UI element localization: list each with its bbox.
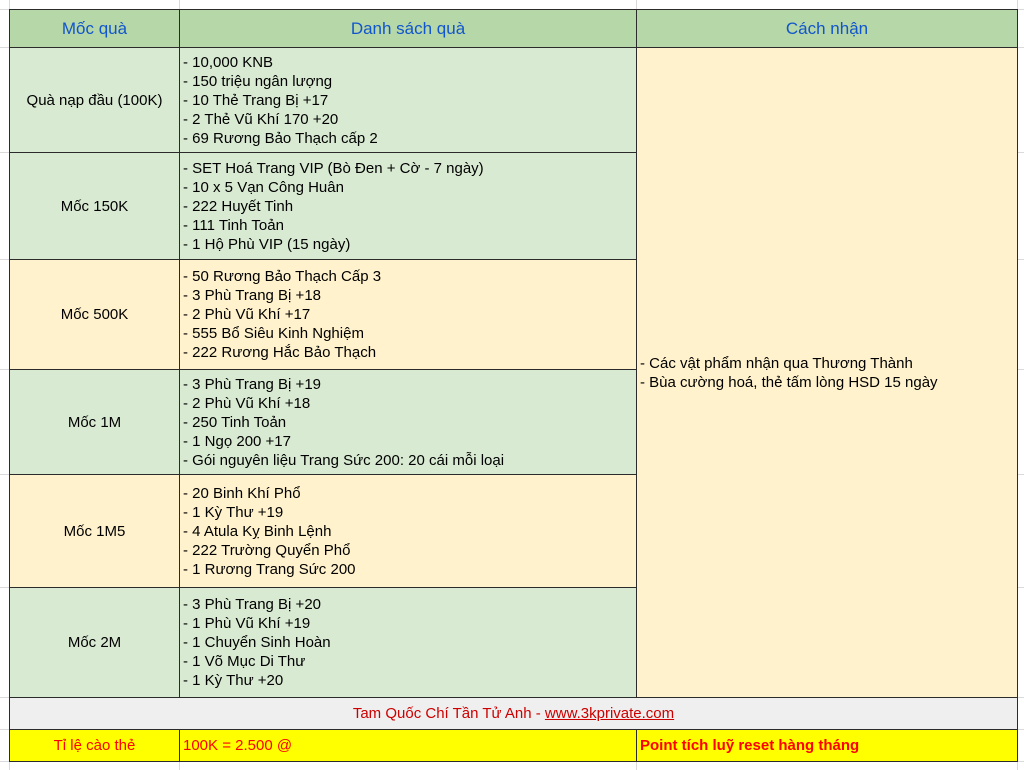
reward-item: - 222 Huyết Tinh — [183, 197, 294, 215]
reward-item: - 1 Rương Trang Sức 200 — [183, 560, 356, 578]
reward-table — [9, 9, 1018, 762]
credit-row[interactable] — [10, 698, 1018, 730]
reward-item: - 3 Phù Trang Bị +19 — [183, 375, 322, 393]
milestone-cell[interactable] — [10, 260, 180, 370]
reward-item: - 111 Tinh Toản — [183, 216, 284, 234]
rate-value: 100K = 2.500 @ — [183, 737, 293, 754]
milestone-label: Mốc 1M5 — [63, 522, 126, 540]
reward-item: - 2 Phù Vũ Khí +18 — [183, 394, 311, 412]
reward-item: - SET Hoá Trang VIP (Bò Đen + Cờ - 7 ngày) — [183, 159, 484, 177]
how-to-receive-cell[interactable] — [637, 48, 1018, 698]
reward-item: - 1 Hộ Phù VIP (15 ngày) — [183, 235, 351, 253]
milestone-label: Mốc 2M — [67, 634, 122, 651]
reward-list-cell[interactable] — [180, 475, 637, 588]
reward-item: - 2 Phù Vũ Khí +17 — [183, 306, 311, 323]
credit-text: Tam Quốc Chí Tần Tử Anh - — [352, 705, 541, 722]
header-milestone[interactable]: Mốc quà — [10, 10, 180, 48]
reward-list-cell[interactable] — [180, 153, 637, 260]
milestone-label: Mốc 500K — [60, 306, 129, 323]
reward-item: - 10 x 5 Vạn Công Huân — [183, 178, 344, 196]
reward-item: - 1 Kỳ Thư +20 — [183, 672, 284, 689]
milestone-cell[interactable] — [10, 153, 180, 260]
reward-item: - 1 Võ Mục Di Thư — [183, 653, 306, 670]
reward-item: - 222 Rương Hắc Bảo Thạch — [183, 344, 377, 361]
reward-item: - 250 Tinh Toản — [183, 413, 287, 431]
reward-item: - 3 Phù Trang Bị +18 — [183, 287, 322, 304]
reward-item: - 10 Thẻ Trang Bị +17 — [183, 91, 329, 109]
milestone-cell[interactable] — [10, 370, 180, 475]
rate-label: Tỉ lệ cào thẻ — [53, 737, 136, 754]
reward-list-cell[interactable] — [180, 588, 637, 698]
reward-item: - 20 Binh Khí Phổ — [183, 484, 301, 502]
milestone-cell[interactable] — [10, 475, 180, 588]
reward-list-cell[interactable] — [180, 370, 637, 475]
reward-item: - 1 Chuyển Sinh Hoàn — [183, 634, 331, 651]
reward-item: - 3 Phù Trang Bị +20 — [183, 596, 322, 613]
rate-value-cell[interactable] — [180, 730, 637, 762]
milestone-cell[interactable] — [10, 588, 180, 698]
reward-item: - 50 Rương Bảo Thạch Cấp 3 — [183, 268, 382, 285]
reward-item: - 69 Rương Bảo Thạch cấp 2 — [183, 129, 378, 147]
reset-note: Point tích luỹ reset hàng tháng — [640, 737, 860, 754]
reward-list-cell[interactable] — [180, 260, 637, 370]
reward-item: - 222 Trường Quyển Phổ — [183, 541, 351, 559]
reward-item: - 1 Kỳ Thư +19 — [183, 503, 284, 521]
milestone-label: Mốc 150K — [60, 197, 129, 215]
header-how-to-receive[interactable]: Cách nhận — [637, 10, 1018, 48]
reward-item: - Gói nguyên liệu Trang Sức 200: 20 cái mỗi loại — [183, 451, 505, 469]
reward-item: - 555 Bổ Siêu Kinh Nghiệm — [183, 325, 364, 342]
header-rewards[interactable]: Danh sách quà — [180, 10, 637, 48]
website-link[interactable]: www.3kprivate.com — [544, 705, 675, 722]
reward-item: - 10,000 KNB — [183, 53, 274, 71]
reward-item: - 1 Phù Vũ Khí +19 — [183, 615, 311, 632]
how-to-receive-item: - Bùa cường hoá, thẻ tấm lòng HSD 15 ngày — [640, 373, 938, 391]
how-to-receive-item: - Các vật phẩm nhận qua Thương Thành — [640, 354, 913, 372]
note-cell[interactable] — [637, 730, 1018, 762]
milestone-cell[interactable] — [10, 48, 180, 153]
milestone-label: Quà nạp đầu (100K) — [26, 91, 163, 109]
rate-label-cell[interactable] — [10, 730, 180, 762]
reward-item: - 4 Atula Kỵ Binh Lệnh — [183, 522, 332, 540]
reward-item: - 2 Thẻ Vũ Khí 170 +20 — [183, 110, 339, 128]
reward-list-cell[interactable] — [180, 48, 637, 153]
reward-item: - 1 Ngọ 200 +17 — [183, 432, 291, 450]
milestone-label: Mốc 1M — [67, 413, 122, 431]
reward-item: - 150 triệu ngân lượng — [183, 72, 333, 90]
